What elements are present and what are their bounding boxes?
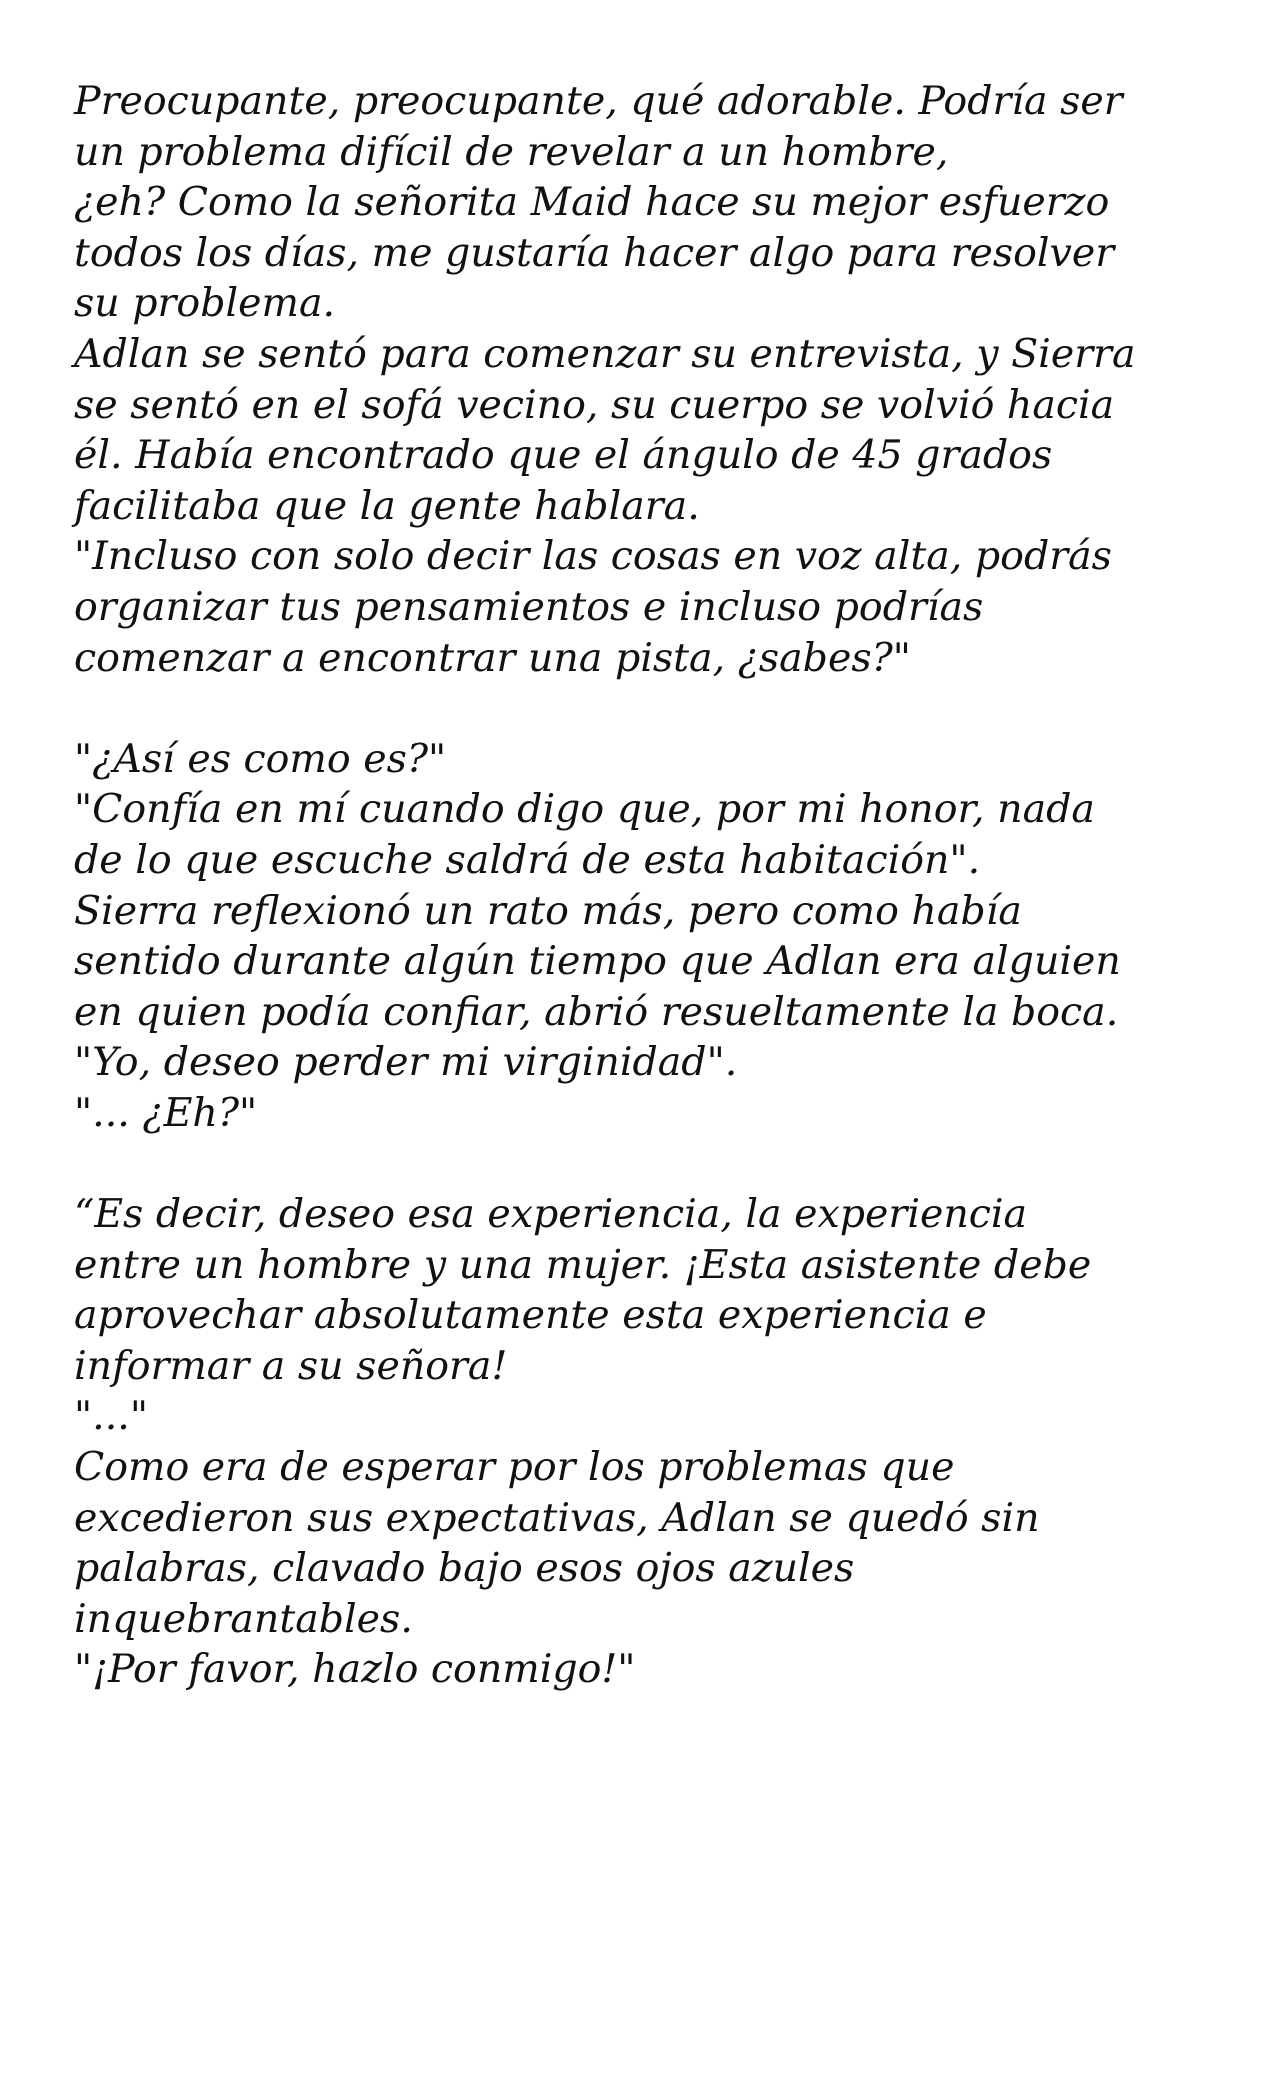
text-line: palabras, clavado bajo esos ojos azules <box>74 1545 855 1592</box>
text-line: "Yo, deseo perder mi virginidad". <box>74 1039 738 1086</box>
text-line: Preocupante, preocupante, qué adorable. Podría ser <box>74 78 1123 124</box>
text-line: en quien podía confiar, abrió resueltamente la boca. <box>74 988 1119 1035</box>
blank-line <box>74 1138 1234 1189</box>
text-line: Sierra reflexionó un rato más, pero como había <box>74 887 1022 934</box>
text-line: excedieron sus expectativas, Adlan se quedó sin <box>74 1494 1040 1541</box>
text-line: de lo que escuche saldrá de esta habitación". <box>74 836 981 883</box>
text-line: "¡Por favor, hazlo conmigo!" <box>74 1646 636 1693</box>
text-line: organizar tus pensamientos e incluso podrías <box>74 583 984 630</box>
text-line: "Incluso con solo decir las cosas en voz alta, podrás <box>74 533 1112 580</box>
text-line: "¿Así es como es?" <box>74 735 447 782</box>
text-line: "... ¿Eh?" <box>74 1089 258 1136</box>
paragraph-block-2 <box>74 734 1234 1139</box>
text-line: facilitaba que la gente hablara. <box>74 482 700 529</box>
paragraph-block-1 <box>74 76 1234 683</box>
text-line: sentido durante algún tiempo que Adlan era alguien <box>74 938 1121 985</box>
text-line: su problema. <box>74 280 336 327</box>
text-line: aprovechar absolutamente esta experiencia e <box>74 1292 987 1339</box>
text-line: todos los días, me gustaría hacer algo para resolver <box>74 229 1115 276</box>
text-line: ¿eh? Como la señorita Maid hace su mejor esfuerzo <box>74 179 1110 226</box>
document-page <box>74 76 1234 1695</box>
text-line: entre un hombre y una mujer. ¡Esta asistente debe <box>74 1241 1092 1288</box>
paragraph-block-3 <box>74 1189 1234 1695</box>
text-line: comenzar a encontrar una pista, ¿sabes?" <box>74 634 911 681</box>
text-line: un problema difícil de revelar a un hombre, <box>74 128 949 175</box>
text-line: “Es decir, deseo esa experiencia, la experiencia <box>74 1191 1028 1238</box>
text-line: inquebrantables. <box>74 1595 413 1642</box>
text-line: Como era de esperar por los problemas que <box>74 1444 955 1491</box>
blank-line <box>74 683 1234 734</box>
text-line: "..." <box>74 1393 149 1440</box>
text-line: Adlan se sentó para comenzar su entrevista, y Sierra <box>74 330 1136 377</box>
text-line: él. Había encontrado que el ángulo de 45 grados <box>74 432 1053 479</box>
text-line: "Confía en mí cuando digo que, por mi honor, nada <box>74 786 1095 833</box>
text-line: se sentó en el sofá vecino, su cuerpo se volvió hacia <box>74 381 1115 428</box>
text-line: informar a su señora! <box>74 1342 508 1389</box>
